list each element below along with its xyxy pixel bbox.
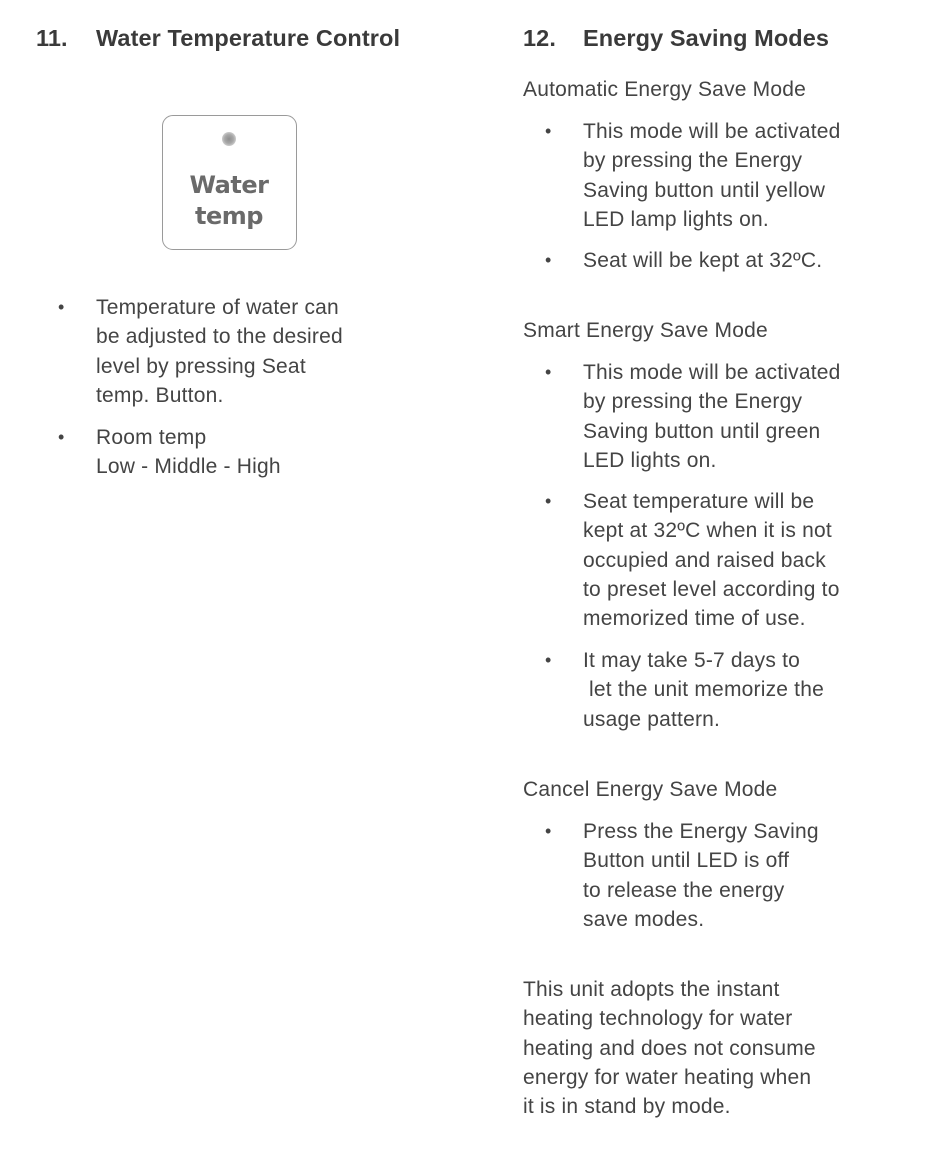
- mode-heading-smart: Smart Energy Save Mode: [523, 319, 768, 342]
- bullet-icon: •: [545, 650, 552, 670]
- text-line: Button until LED is off: [583, 849, 790, 873]
- text-line: by pressing the Energy: [583, 149, 803, 173]
- bullet-icon: •: [545, 362, 552, 382]
- text-line: energy for water heating when: [523, 1065, 812, 1089]
- text-line: Press the Energy Saving: [583, 820, 819, 843]
- text-line: Saving button until green: [583, 419, 821, 443]
- list-item: [583, 358, 841, 475]
- text-line: level by pressing Seat: [96, 354, 306, 378]
- text-line: be adjusted to the desired: [96, 325, 343, 349]
- mode-heading-cancel: Cancel Energy Save Mode: [523, 778, 778, 801]
- bullet-icon: •: [58, 427, 65, 447]
- text-line: to release the energy: [583, 878, 785, 902]
- water-temp-label-line2: temp: [195, 202, 263, 230]
- text-line: temp. Button.: [96, 383, 224, 407]
- bullet-icon: •: [545, 250, 552, 270]
- text-line: usage pattern.: [583, 707, 721, 731]
- text-line: Seat will be kept at 32ºC.: [583, 249, 823, 272]
- list-item: [583, 117, 841, 234]
- text-line: LED lights on.: [583, 448, 717, 472]
- text-line: save modes.: [583, 907, 705, 931]
- water-temp-label-line1: Water: [189, 171, 269, 199]
- bullet-icon: •: [545, 121, 552, 141]
- led-indicator-icon: [222, 132, 236, 146]
- text-line: Saving button until yellow: [583, 178, 826, 202]
- list-item: [96, 423, 281, 482]
- list-item: [583, 646, 824, 734]
- water-temp-button-illustration: [162, 115, 297, 250]
- bullet-icon: •: [58, 297, 65, 317]
- text-line: It may take 5-7 days to: [583, 649, 801, 672]
- text-line: occupied and raised back: [583, 548, 826, 572]
- text-line: memorized time of use.: [583, 607, 806, 631]
- water-temp-button-label: [163, 170, 295, 232]
- text-line: let the unit memorize the: [583, 678, 824, 702]
- bullet-icon: •: [545, 821, 552, 841]
- section-12-number: 12.: [523, 25, 556, 51]
- section-12-title: Energy Saving Modes: [583, 25, 830, 51]
- mode-heading-automatic: Automatic Energy Save Mode: [523, 78, 807, 101]
- text-line: Seat temperature will be: [583, 490, 815, 513]
- text-line: This mode will be activated: [583, 120, 841, 143]
- text-line: to preset level according to: [583, 577, 840, 601]
- text-line: heating technology for water: [523, 1007, 793, 1031]
- text-line: it is in stand by mode.: [523, 1095, 731, 1119]
- text-line: by pressing the Energy: [583, 390, 803, 414]
- section-11-title: Water Temperature Control: [96, 25, 401, 51]
- bullet-icon: •: [545, 491, 552, 511]
- text-line: LED lamp lights on.: [583, 207, 769, 231]
- text-line: This mode will be activated: [583, 361, 841, 384]
- text-line: kept at 32ºC when it is not: [583, 519, 832, 543]
- closing-paragraph: [523, 975, 816, 1121]
- text-line: Room temp: [96, 426, 207, 449]
- section-11-number: 11.: [36, 25, 68, 51]
- list-item: [583, 817, 819, 934]
- text-line: heating and does not consume: [523, 1036, 816, 1060]
- list-item: [583, 246, 822, 275]
- list-item: [96, 293, 343, 410]
- text-line: This unit adopts the instant: [523, 978, 780, 1001]
- list-item: [583, 487, 840, 633]
- text-line: Temperature of water can: [96, 296, 339, 319]
- text-line: Low - Middle - High: [96, 455, 281, 479]
